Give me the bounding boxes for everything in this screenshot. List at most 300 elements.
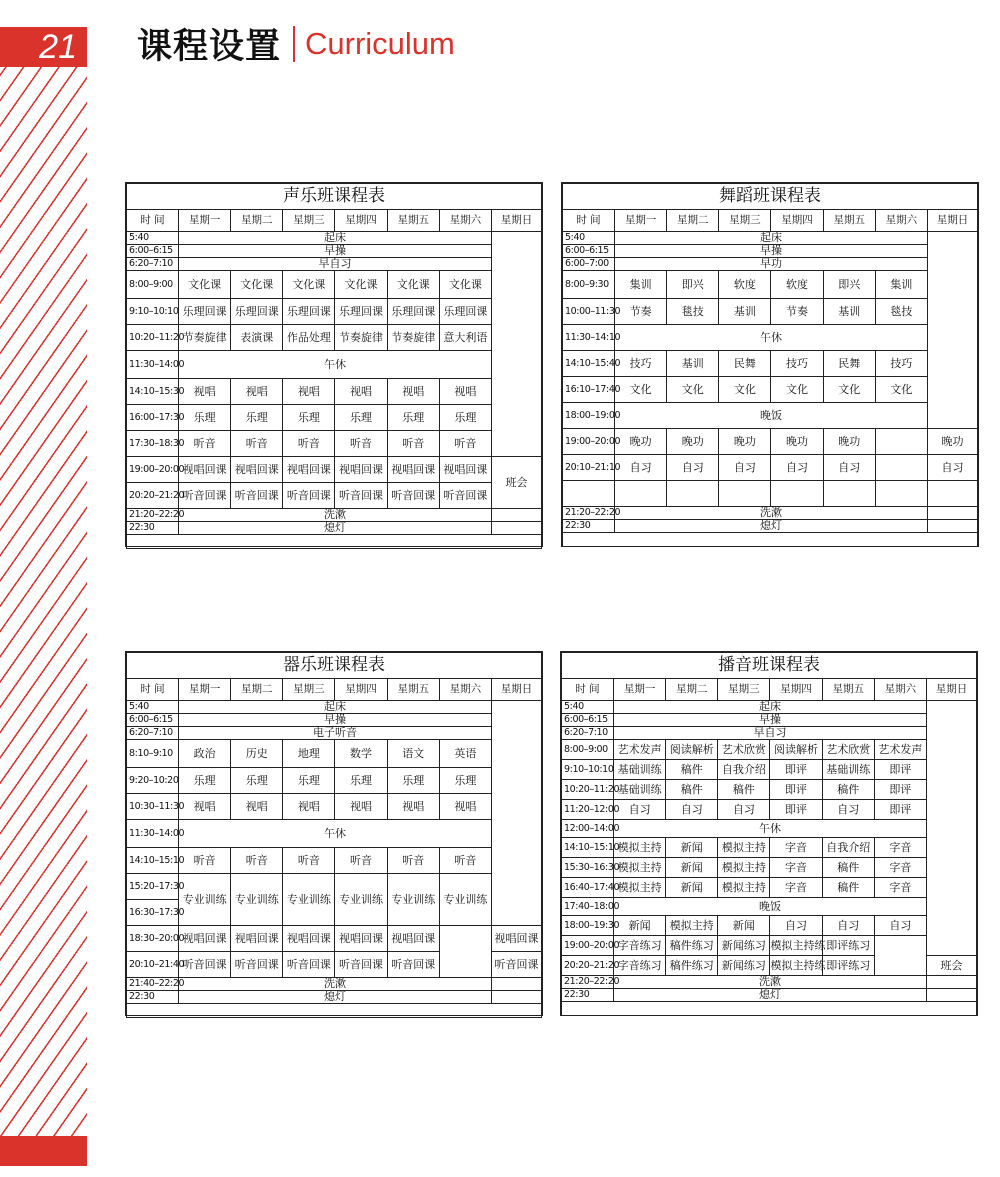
course-cell: 节奏旋律 (387, 325, 439, 351)
time-cell: 17:40–18:00 (562, 898, 614, 916)
course-cell: 基础训练 (614, 760, 666, 780)
course-cell: 视唱回课 (387, 926, 439, 952)
col-mon: 星期一 (614, 679, 666, 701)
course-cell: 听音回课 (283, 483, 335, 509)
time-cell: 6:20–7:10 (127, 258, 179, 271)
course-cell: 视唱回课 (492, 926, 542, 952)
col-tue: 星期二 (666, 679, 718, 701)
time-cell: 6:20–7:10 (127, 727, 179, 740)
course-cell: 视唱 (179, 379, 231, 405)
col-fri: 星期五 (387, 679, 439, 701)
course-cell: 节奏旋律 (179, 325, 231, 351)
time-cell: 11:30–14:00 (127, 351, 179, 379)
course-cell: 听音回课 (335, 952, 387, 978)
course-cell: 文化 (667, 377, 719, 403)
col-wed: 星期三 (719, 210, 771, 232)
course-cell: 听音回课 (387, 483, 439, 509)
course-cell: 听音回课 (231, 483, 283, 509)
course-cell: 地理 (283, 740, 335, 768)
span-cell: 午休 (179, 351, 492, 379)
course-cell: 乐理回课 (335, 299, 387, 325)
empty-cell (927, 989, 977, 1002)
col-wed: 星期三 (283, 679, 335, 701)
course-cell: 乐理回课 (283, 299, 335, 325)
empty-cell (928, 507, 978, 520)
course-cell: 即评练习 (822, 956, 874, 976)
course-cell: 民舞 (823, 351, 875, 377)
course-cell: 稿件 (666, 780, 718, 800)
course-cell: 听音回课 (492, 952, 542, 978)
course-cell: 自习 (822, 916, 874, 936)
col-sun: 星期日 (927, 679, 977, 701)
course-cell (875, 455, 927, 481)
span-cell: 早操 (179, 714, 492, 727)
time-cell: 18:30–20:00 (127, 926, 179, 952)
course-cell: 自习 (823, 455, 875, 481)
course-cell: 即评 (770, 780, 822, 800)
span-cell: 早操 (614, 714, 927, 727)
time-cell: 5:40 (127, 232, 179, 245)
time-cell: 6:00–6:15 (127, 714, 179, 727)
course-cell: 乐理回课 (231, 299, 283, 325)
course-cell: 乐理回课 (439, 299, 491, 325)
course-cell: 听音 (387, 431, 439, 457)
time-cell: 21:40–22:20 (127, 978, 179, 991)
course-cell: 听音 (387, 848, 439, 874)
time-cell: 22:30 (127, 991, 179, 1004)
col-time: 时 间 (562, 679, 614, 701)
course-cell: 视唱 (179, 794, 231, 820)
empty-cell (771, 481, 823, 507)
course-cell: 晚功 (667, 429, 719, 455)
span-cell: 熄灯 (179, 522, 492, 535)
course-cell: 节奏旋律 (335, 325, 387, 351)
course-cell: 自习 (874, 916, 926, 936)
time-cell: 11:30–14:00 (127, 820, 179, 848)
vocal-schedule-table (125, 182, 543, 547)
course-cell: 自我介绍 (718, 760, 770, 780)
course-cell: 软度 (771, 271, 823, 299)
empty-cell (492, 522, 542, 535)
course-cell: 听音 (231, 431, 283, 457)
time-cell: 18:00–19:30 (562, 916, 614, 936)
empty-cell (667, 481, 719, 507)
span-cell: 晚饭 (615, 403, 928, 429)
course-cell: 艺术发声 (614, 740, 666, 760)
course-cell: 乐理 (231, 405, 283, 431)
course-cell: 基训 (823, 299, 875, 325)
course-cell: 表演课 (231, 325, 283, 351)
course-cell: 自我介绍 (822, 838, 874, 858)
span-cell: 起床 (615, 232, 928, 245)
span-cell: 起床 (179, 232, 492, 245)
span-cell: 早自习 (179, 258, 492, 271)
span-cell: 熄灯 (179, 991, 492, 1004)
time-cell: 12:00–14:00 (562, 820, 614, 838)
course-cell: 字音 (770, 858, 822, 878)
time-cell: 19:00–20:00 (127, 457, 179, 483)
course-cell: 艺术欣赏 (718, 740, 770, 760)
course-cell: 乐理 (387, 768, 439, 794)
course-cell: 乐理 (179, 768, 231, 794)
course-cell: 节奏 (771, 299, 823, 325)
time-cell: 21:20–22:20 (563, 507, 615, 520)
course-cell: 文化 (875, 377, 927, 403)
course-cell: 文化 (615, 377, 667, 403)
course-cell: 听音 (335, 848, 387, 874)
course-cell: 模拟主持 (718, 838, 770, 858)
table-title: 播音班课程表 (562, 653, 977, 679)
course-cell: 字音练习 (614, 956, 666, 976)
time-cell: 16:40–17:40 (562, 878, 614, 898)
col-sun: 星期日 (492, 679, 542, 701)
course-cell: 艺术欣赏 (822, 740, 874, 760)
empty-cell (928, 232, 978, 403)
time-cell: 9:10–10:10 (562, 760, 614, 780)
span-cell: 洗漱 (179, 509, 492, 522)
course-cell: 视唱 (335, 794, 387, 820)
empty-cell (492, 232, 542, 457)
course-cell: 基础训练 (614, 780, 666, 800)
course-cell: 听音回课 (231, 952, 283, 978)
course-cell: 基训 (719, 299, 771, 325)
course-cell: 模拟主持 (614, 878, 666, 898)
course-cell: 数学 (335, 740, 387, 768)
course-cell: 艺术发声 (874, 740, 926, 760)
course-cell: 自习 (615, 455, 667, 481)
course-cell: 稿件 (718, 780, 770, 800)
course-cell (874, 936, 926, 976)
course-cell: 乐理 (387, 405, 439, 431)
time-cell: 6:00–7:00 (563, 258, 615, 271)
course-cell: 新闻 (666, 858, 718, 878)
broadcast-schedule-table (560, 651, 978, 1016)
course-cell: 字音 (770, 878, 822, 898)
empty-row (563, 533, 978, 547)
course-cell: 视唱回课 (335, 457, 387, 483)
course-cell: 即评 (770, 800, 822, 820)
time-cell: 9:10–10:10 (127, 299, 179, 325)
course-cell: 专业训练 (335, 874, 387, 926)
col-fri: 星期五 (387, 210, 439, 232)
course-cell: 听音 (179, 431, 231, 457)
time-cell: 19:00–20:00 (563, 429, 615, 455)
course-cell: 字音 (770, 838, 822, 858)
course-cell: 模拟主持 (666, 916, 718, 936)
course-cell: 文化课 (439, 271, 491, 299)
course-cell: 自习 (719, 455, 771, 481)
course-cell: 听音回课 (179, 952, 231, 978)
empty-cell (928, 481, 978, 507)
course-cell: 毯技 (667, 299, 719, 325)
empty-cell (823, 481, 875, 507)
time-cell: 20:20–21:20 (562, 956, 614, 976)
course-cell: 视唱回课 (283, 926, 335, 952)
decorative-stripes (0, 66, 87, 1138)
time-cell: 10:30–11:30 (127, 794, 179, 820)
span-cell: 洗漱 (615, 507, 928, 520)
course-cell: 视唱回课 (179, 457, 231, 483)
course-cell: 自习 (718, 800, 770, 820)
course-cell: 基训 (667, 351, 719, 377)
course-cell: 文化课 (231, 271, 283, 299)
col-time: 时 间 (127, 210, 179, 232)
sunday-cell: 班会 (927, 956, 977, 976)
course-cell: 听音回课 (439, 483, 491, 509)
course-cell: 集训 (875, 271, 927, 299)
col-mon: 星期一 (615, 210, 667, 232)
table-title: 舞蹈班课程表 (563, 184, 978, 210)
course-cell: 新闻练习 (718, 956, 770, 976)
course-cell: 晚功 (615, 429, 667, 455)
empty-cell (492, 978, 542, 991)
course-cell: 文化 (823, 377, 875, 403)
course-cell: 自习 (771, 455, 823, 481)
time-cell: 5:40 (563, 232, 615, 245)
col-sat: 星期六 (874, 679, 926, 701)
time-cell: 6:20–7:10 (562, 727, 614, 740)
course-cell: 乐理 (335, 405, 387, 431)
course-cell: 视唱 (283, 379, 335, 405)
time-cell: 16:00–17:30 (127, 405, 179, 431)
course-cell: 即兴 (823, 271, 875, 299)
course-cell: 历史 (231, 740, 283, 768)
course-cell: 自习 (667, 455, 719, 481)
course-cell: 语文 (387, 740, 439, 768)
course-cell: 即评 (770, 760, 822, 780)
title-separator (293, 26, 295, 62)
course-cell: 视唱 (439, 794, 491, 820)
span-cell: 早操 (615, 245, 928, 258)
course-cell: 技巧 (771, 351, 823, 377)
span-cell: 电子听音 (179, 727, 492, 740)
course-cell: 毯技 (875, 299, 927, 325)
col-thu: 星期四 (770, 679, 822, 701)
course-cell: 稿件 (822, 780, 874, 800)
page-number: 21 (0, 27, 87, 67)
course-cell: 视唱 (231, 794, 283, 820)
span-cell: 洗漱 (179, 978, 492, 991)
time-cell: 8:00–9:00 (562, 740, 614, 760)
time-cell: 20:10–21:40 (127, 952, 179, 978)
empty-row (562, 1002, 977, 1016)
course-cell: 集训 (615, 271, 667, 299)
course-cell: 晚功 (719, 429, 771, 455)
span-cell: 洗漱 (614, 976, 927, 989)
span-cell: 午休 (179, 820, 492, 848)
time-cell: 20:20–21:20 (127, 483, 179, 509)
course-cell: 文化课 (335, 271, 387, 299)
col-tue: 星期二 (667, 210, 719, 232)
course-cell: 视唱回课 (335, 926, 387, 952)
time-cell: 5:40 (127, 701, 179, 714)
course-cell: 视唱回课 (439, 457, 491, 483)
course-cell: 自习 (666, 800, 718, 820)
span-cell: 午休 (614, 820, 927, 838)
course-cell: 基础训练 (822, 760, 874, 780)
time-cell: 6:00–6:15 (563, 245, 615, 258)
empty-cell (563, 481, 615, 507)
course-cell: 听音 (439, 431, 491, 457)
course-cell: 文化 (771, 377, 823, 403)
course-cell: 技巧 (875, 351, 927, 377)
course-cell: 视唱回课 (231, 457, 283, 483)
empty-cell (928, 403, 978, 429)
span-cell: 起床 (179, 701, 492, 714)
course-cell: 即评 (874, 800, 926, 820)
col-fri: 星期五 (823, 210, 875, 232)
course-cell: 阅读解析 (666, 740, 718, 760)
time-cell: 11:20–12:00 (562, 800, 614, 820)
time-cell: 14:10–15:30 (127, 379, 179, 405)
course-cell: 节奏 (615, 299, 667, 325)
course-cell: 模拟主持 (718, 858, 770, 878)
col-mon: 星期一 (179, 210, 231, 232)
course-cell: 晚功 (823, 429, 875, 455)
time-cell: 10:20–11:20 (562, 780, 614, 800)
sunday-cell: 班会 (492, 457, 542, 509)
course-cell: 民舞 (719, 351, 771, 377)
col-tue: 星期二 (231, 679, 283, 701)
time-cell: 6:00–6:15 (562, 714, 614, 727)
course-cell: 稿件 (822, 878, 874, 898)
page-title-cn: 课程设置 (137, 27, 282, 67)
table-title: 器乐班课程表 (127, 653, 542, 679)
course-cell: 听音 (283, 848, 335, 874)
course-cell: 自习 (928, 455, 978, 481)
col-tue: 星期二 (231, 210, 283, 232)
span-cell: 早功 (615, 258, 928, 271)
course-cell: 自习 (822, 800, 874, 820)
span-cell: 熄灯 (614, 989, 927, 1002)
col-mon: 星期一 (179, 679, 231, 701)
time-cell: 18:00–19:00 (563, 403, 615, 429)
course-cell: 视唱 (335, 379, 387, 405)
course-cell: 晚功 (771, 429, 823, 455)
course-cell: 文化课 (179, 271, 231, 299)
course-cell: 阅读解析 (770, 740, 822, 760)
course-cell: 乐理 (439, 768, 491, 794)
course-cell: 稿件练习 (666, 956, 718, 976)
course-cell: 政治 (179, 740, 231, 768)
time-cell: 8:10–9:10 (127, 740, 179, 768)
course-cell: 专业训练 (439, 874, 491, 926)
course-cell: 听音 (335, 431, 387, 457)
course-cell: 视唱回课 (387, 457, 439, 483)
page-header (137, 22, 455, 66)
col-sat: 星期六 (875, 210, 927, 232)
course-cell: 稿件 (822, 858, 874, 878)
empty-row (127, 535, 542, 549)
course-cell: 即评 (874, 760, 926, 780)
course-cell: 专业训练 (231, 874, 283, 926)
course-cell: 文化课 (387, 271, 439, 299)
course-cell (875, 429, 927, 455)
time-cell: 8:00–9:30 (563, 271, 615, 299)
time-cell: 14:10–15:10 (127, 848, 179, 874)
course-cell: 视唱回课 (179, 926, 231, 952)
time-cell: 16:30–17:30 (127, 900, 179, 926)
course-cell: 新闻 (718, 916, 770, 936)
instrument-schedule-table (125, 651, 543, 1016)
course-cell: 听音 (439, 848, 491, 874)
col-fri: 星期五 (822, 679, 874, 701)
course-cell: 乐理 (335, 768, 387, 794)
empty-cell (927, 701, 977, 956)
col-time: 时 间 (127, 679, 179, 701)
course-cell: 乐理 (283, 405, 335, 431)
time-cell: 19:00–20:00 (562, 936, 614, 956)
time-cell: 22:30 (563, 520, 615, 533)
course-cell: 模拟主持 (614, 858, 666, 878)
time-cell: 22:30 (562, 989, 614, 1002)
time-cell: 21:20–22:20 (562, 976, 614, 989)
course-cell: 模拟主持练 (770, 936, 822, 956)
time-cell: 11:30–14:10 (563, 325, 615, 351)
course-cell: 模拟主持 (718, 878, 770, 898)
course-cell: 乐理回课 (179, 299, 231, 325)
span-cell: 熄灯 (615, 520, 928, 533)
course-cell: 稿件 (666, 760, 718, 780)
course-cell: 字音 (874, 878, 926, 898)
time-cell: 14:10–15:40 (563, 351, 615, 377)
empty-cell (492, 509, 542, 522)
course-cell: 视唱 (283, 794, 335, 820)
time-cell: 14:10–15:10 (562, 838, 614, 858)
col-sun: 星期日 (928, 210, 978, 232)
time-cell: 9:20–10:20 (127, 768, 179, 794)
course-cell: 乐理 (283, 768, 335, 794)
course-cell: 乐理 (179, 405, 231, 431)
dance-schedule-table (561, 182, 979, 547)
course-cell: 视唱 (387, 379, 439, 405)
course-cell: 专业训练 (179, 874, 231, 926)
time-cell: 21:20–22:20 (127, 509, 179, 522)
col-time: 时 间 (563, 210, 615, 232)
span-cell: 早自习 (614, 727, 927, 740)
course-cell: 视唱 (231, 379, 283, 405)
col-sun: 星期日 (492, 210, 542, 232)
span-cell: 早操 (179, 245, 492, 258)
course-cell: 软度 (719, 271, 771, 299)
course-cell: 听音 (283, 431, 335, 457)
span-cell: 午休 (615, 325, 928, 351)
course-cell: 即评练习 (822, 936, 874, 956)
span-cell: 起床 (614, 701, 927, 714)
course-cell: 专业训练 (387, 874, 439, 926)
course-cell: 文化课 (283, 271, 335, 299)
time-cell: 20:10–21:10 (563, 455, 615, 481)
course-cell: 英语 (439, 740, 491, 768)
col-thu: 星期四 (771, 210, 823, 232)
course-cell: 乐理回课 (387, 299, 439, 325)
time-cell: 17:30–18:30 (127, 431, 179, 457)
course-cell: 视唱回课 (231, 926, 283, 952)
col-thu: 星期四 (335, 679, 387, 701)
col-sat: 星期六 (439, 210, 491, 232)
time-cell: 8:00–9:00 (127, 271, 179, 299)
empty-cell (615, 481, 667, 507)
time-cell: 5:40 (562, 701, 614, 714)
course-cell: 字音练习 (614, 936, 666, 956)
empty-cell (875, 481, 927, 507)
course-cell: 自习 (770, 916, 822, 936)
course-cell: 乐理 (439, 405, 491, 431)
course-cell: 技巧 (615, 351, 667, 377)
course-cell: 新闻 (614, 916, 666, 936)
empty-cell (492, 701, 542, 926)
time-cell: 6:00–6:15 (127, 245, 179, 258)
